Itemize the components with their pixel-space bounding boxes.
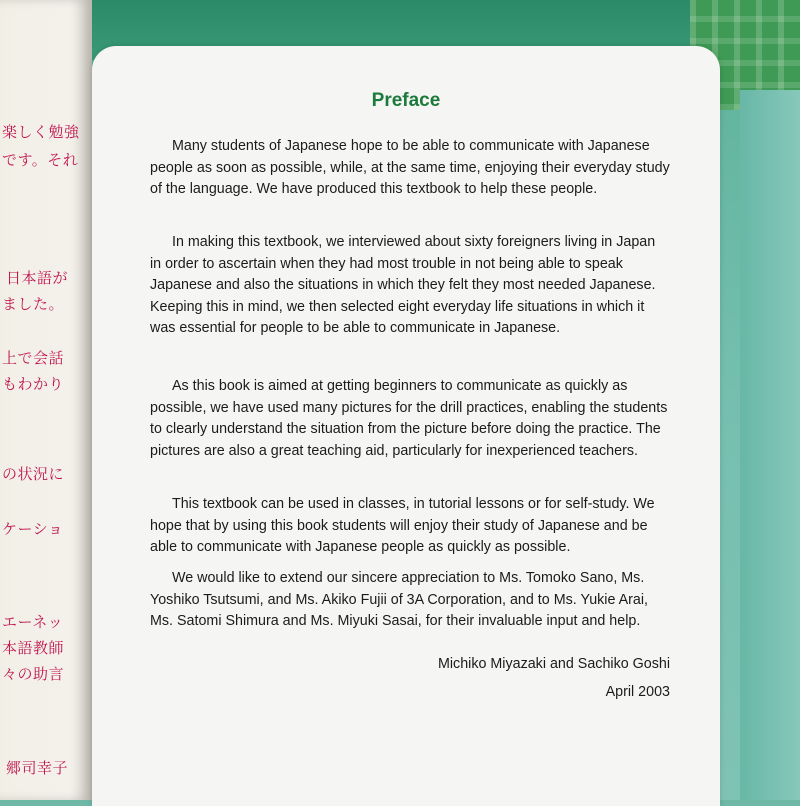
japanese-line: 楽しく勉強	[2, 123, 80, 141]
japanese-line: 々の助言	[2, 665, 65, 683]
japanese-line: もわかり	[2, 375, 65, 393]
authors-signature: Michiko Miyazaki and Sachiko Goshi	[437, 656, 670, 672]
book-cover-edge	[740, 90, 800, 800]
japanese-line: 本語教師	[2, 639, 65, 657]
paragraph: Many students of Japanese hope to be able to communicate with Japanese people as soon as possible, while, at the same time, enjoying their everyday study of the language. We have produced this textbook to help these people.	[150, 138, 670, 198]
page-title: Preface	[371, 90, 441, 111]
paragraph: This textbook can be used in classes, in tutorial lessons or for self-study. We hope that by using this book students will enjoy their study of Japanese and be able to communicate with Japanese people as quickly as possible.	[150, 496, 655, 556]
date: April 2003	[605, 684, 670, 700]
paragraph: We would like to extend our sincere appreciation to Ms. Tomoko Sano, Ms. Yoshiko Tsutsumi, and Ms. Akiko Fujii of 3A Corporation, and to Ms. Yukie Arai, Ms. Satomi Shimura and Ms. Miyuki Sasai, for their invaluable input and help.	[150, 570, 649, 630]
paragraph: As this book is aimed at getting beginners to communicate as quickly as possible, we have used many pictures for the drill practices, enabling the students to clearly understand the situation from the picture before doing the practice. The pictures are also a great teaching aid, particularly for inexperienced teachers.	[150, 378, 668, 459]
paragraph: In making this textbook, we interviewed about sixty foreigners living in Japan in order to ascertain when they had most trouble in not being able to speak Japanese and also the situations in which they felt they most needed Japanese. Keeping this in mind, we then selected eight everyday life situations in which it was essential for people to be able to communicate in Japanese.	[150, 234, 656, 337]
japanese-line: です。それ	[2, 151, 79, 169]
japanese-line: 上で会話	[2, 349, 65, 367]
japanese-line: 郷司幸子	[6, 759, 69, 777]
japanese-line: エーネッ	[2, 613, 64, 631]
preface-page	[92, 46, 720, 806]
japanese-line: の状況に	[2, 465, 65, 483]
left-facing-page	[0, 0, 92, 800]
japanese-line: 日本語が	[6, 269, 69, 287]
japanese-line: ました。	[2, 295, 65, 313]
japanese-line: ケーショ	[2, 520, 64, 538]
